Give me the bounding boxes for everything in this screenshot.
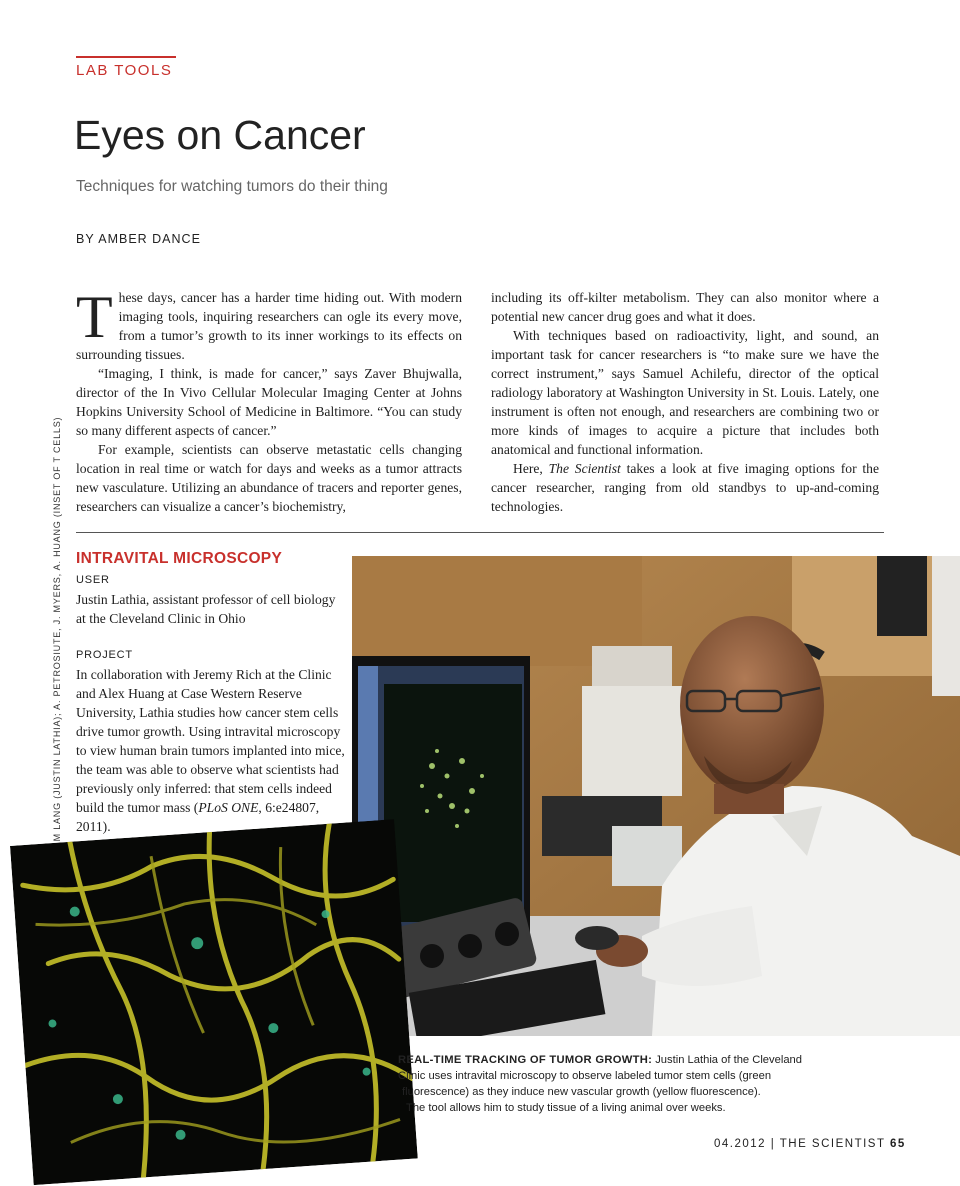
photo-credit: JIM LANG (JUSTIN LATHIA); A. PETROSIUTE, J. MYERS, A. HUANG (INSET OF T CELLS) <box>52 416 62 850</box>
researcher-photo-illustration <box>352 556 960 1036</box>
intro-paragraph-6-post: takes a look at five imaging options for the cancer researcher, ranging from old standbys to up-and-coming technologies. <box>491 461 879 514</box>
intro-paragraph-3: For example, scientists can observe metastatic cells changing location in real time or watch for days and weeks as a tumor attracts new vasculature. Utilizing an abundance of tracers and reporter genes, researchers can visualize a cancer’s biochemistry, <box>76 442 462 514</box>
article-column-left <box>76 284 462 516</box>
caption-line-2: Clinic uses intravital microscopy to observe labeled tumor stem cells (green <box>398 1070 772 1082</box>
section-label: LAB TOOLS <box>76 62 173 79</box>
caption-line-1 <box>398 1052 828 1068</box>
article-column-right <box>491 288 879 516</box>
project-text-pre: In collaboration with Jeremy Rich at the Clinic and Alex Huang at Case Western Reserve University, Lathia studies how cancer stem cells drive tumor growth. Using intravital microscopy to view human brain tumors implanted into mice, the team was able to observe what scientists had previously only inferred: that stem cells indeed build the tumor mass ( <box>76 667 345 815</box>
caption-line-4: The tool allows him to study tissue of a living animal over weeks. <box>406 1102 726 1114</box>
lab-photo <box>352 556 960 1036</box>
project-label: PROJECT <box>76 649 133 661</box>
intro-paragraph-1-text: hese days, cancer has a harder time hiding out. With modern imaging tools, inquiring researchers can ogle its every move, from a tumor’s growth to its inner workings to its effects on surrounding tissues. <box>76 290 462 362</box>
page-title: Eyes on Cancer <box>74 112 366 158</box>
page-folio <box>714 1138 906 1150</box>
caption-line-1-text: Justin Lathia of the Cleveland <box>652 1054 802 1066</box>
section-divider <box>76 532 884 533</box>
publication-name: The Scientist <box>548 461 621 476</box>
caption-heading: REAL-TIME TRACKING OF TUMOR GROWTH: <box>398 1054 653 1066</box>
journal-name: PLoS ONE <box>198 800 259 815</box>
intro-paragraph-6 <box>491 459 879 516</box>
intro-paragraph-5: With techniques based on radioactivity, light, and sound, an important task for cancer researchers is “to make sure we have the correct instrument,” says Samuel Achilefu, director of the optical radiology laboratory at Washington University in St. Louis. Lately, one instrument is often not enough, and researchers are combining two or more kinds of images to acquire a picture that includes both anatomical and functional information. <box>491 328 879 457</box>
user-label: USER <box>76 574 110 586</box>
page-number: 65 <box>889 1138 906 1150</box>
page-subtitle: Techniques for watching tumors do their thing <box>76 178 388 195</box>
intro-paragraph-4: including its off-kilter metabolism. They can also monitor where a potential new cancer drug goes and what it does. <box>491 290 879 324</box>
photo-caption <box>398 1052 828 1116</box>
fluorescence-micrograph <box>10 819 418 1185</box>
byline: BY AMBER DANCE <box>76 232 201 246</box>
micrograph-inset <box>10 819 418 1185</box>
drop-cap: T <box>76 284 113 350</box>
folio-text: 04.2012 | THE SCIENTIST <box>714 1138 890 1150</box>
intro-paragraph-2: “Imaging, I think, is made for cancer,” says Zaver Bhujwalla, director of the In Vivo Cellular Molecular Imaging Center at Johns Hopkins University School of Medicine in Baltimore. “You can study so many different aspects of cancer.” <box>76 366 462 438</box>
project-text-post: , 6:e24807, 2011). <box>76 800 320 834</box>
section-rule <box>76 56 176 58</box>
caption-line-3: fluorescence) as they induce new vascular growth (yellow fluorescence). <box>402 1086 761 1098</box>
sidebar-heading: INTRAVITAL MICROSCOPY <box>76 550 283 567</box>
intro-paragraph-6-pre: Here, <box>513 461 549 476</box>
project-text <box>76 665 346 836</box>
user-text: Justin Lathia, assistant professor of cell biology at the Cleveland Clinic in Ohio <box>76 592 336 626</box>
intro-paragraph-1 <box>76 284 462 364</box>
